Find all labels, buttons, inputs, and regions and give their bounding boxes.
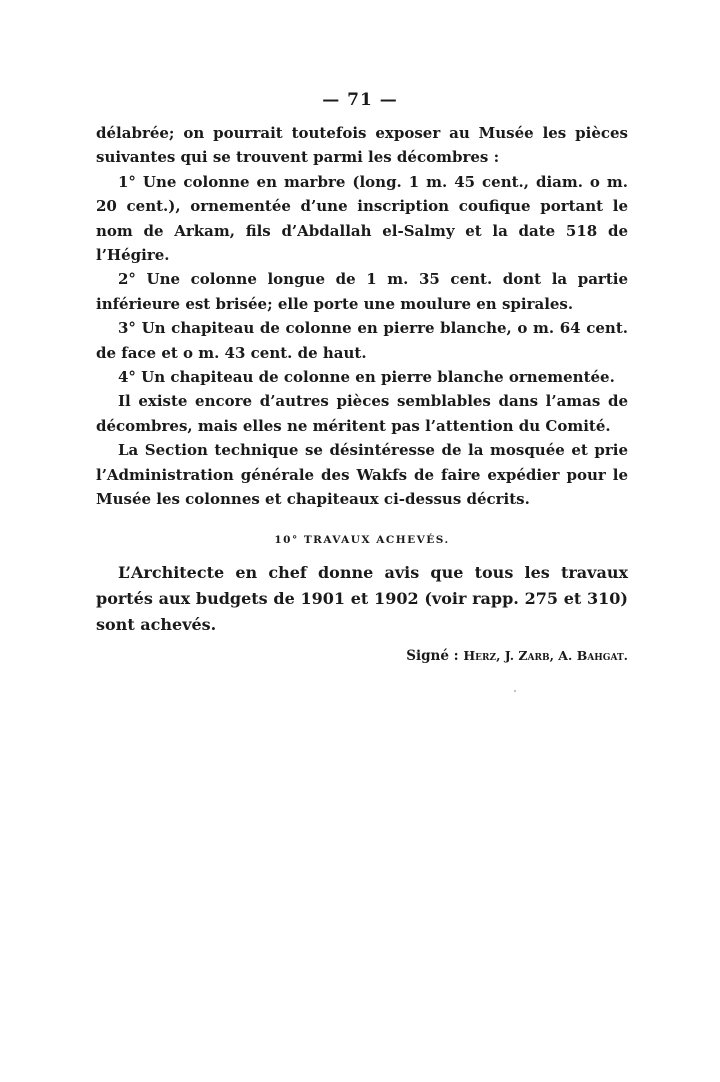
section-heading: 10° TRAVAUX ACHEVÉS. xyxy=(274,533,450,546)
page-number: — 71 — xyxy=(322,90,398,110)
signature-names: Herz, J. Zarb, A. Bahgat. xyxy=(463,647,628,663)
body-text xyxy=(96,121,628,668)
paragraph-item-4: 4° Un chapiteau de colonne en pierre blanche ornementée. xyxy=(118,368,615,387)
paragraph-intro: délabrée; on pourrait toutefois exposer au Musée les pièces suivantes qui se trouvent parmi les décombres : xyxy=(96,124,628,167)
signature xyxy=(96,644,628,668)
paragraph-item-2: 2° Une colonne longue de 1 m. 35 cent. dont la partie inférieure est brisée; elle porte une moulure en spirales. xyxy=(96,270,628,313)
paragraph-item-1: 1° Une colonne en marbre (long. 1 m. 45 cent., diam. o m. 20 cent.), ornementée d’une inscription coufique portant le nom de Arkam, fils d’Abdallah el-Salmy et la date 518 de l’Hégire. xyxy=(96,172,628,265)
paragraph-travaux-acheves: L’Architecte en chef donne avis que tous les travaux portés aux budgets de 1901 et 1902 (voir rapp. 275 et 310) sont achevés. xyxy=(96,562,628,634)
signature-label: Signé : xyxy=(406,647,459,664)
paragraph-section-technique: La Section technique se désintéresse de la mosquée et prie l’Administration générale des Wakfs de faire expédier pour le Musée les colonnes et chapiteaux ci-dessus décrits. xyxy=(96,441,628,509)
paragraph-item-3: 3° Un chapiteau de colonne en pierre blanche, o m. 64 cent. de face et o m. 43 cent. de haut. xyxy=(96,319,628,362)
paragraph-other-pieces: Il existe encore d’autres pièces semblables dans l’amas de décombres, mais elles ne méritent pas l’attention du Comité. xyxy=(96,392,628,435)
paper-speck xyxy=(514,690,516,692)
